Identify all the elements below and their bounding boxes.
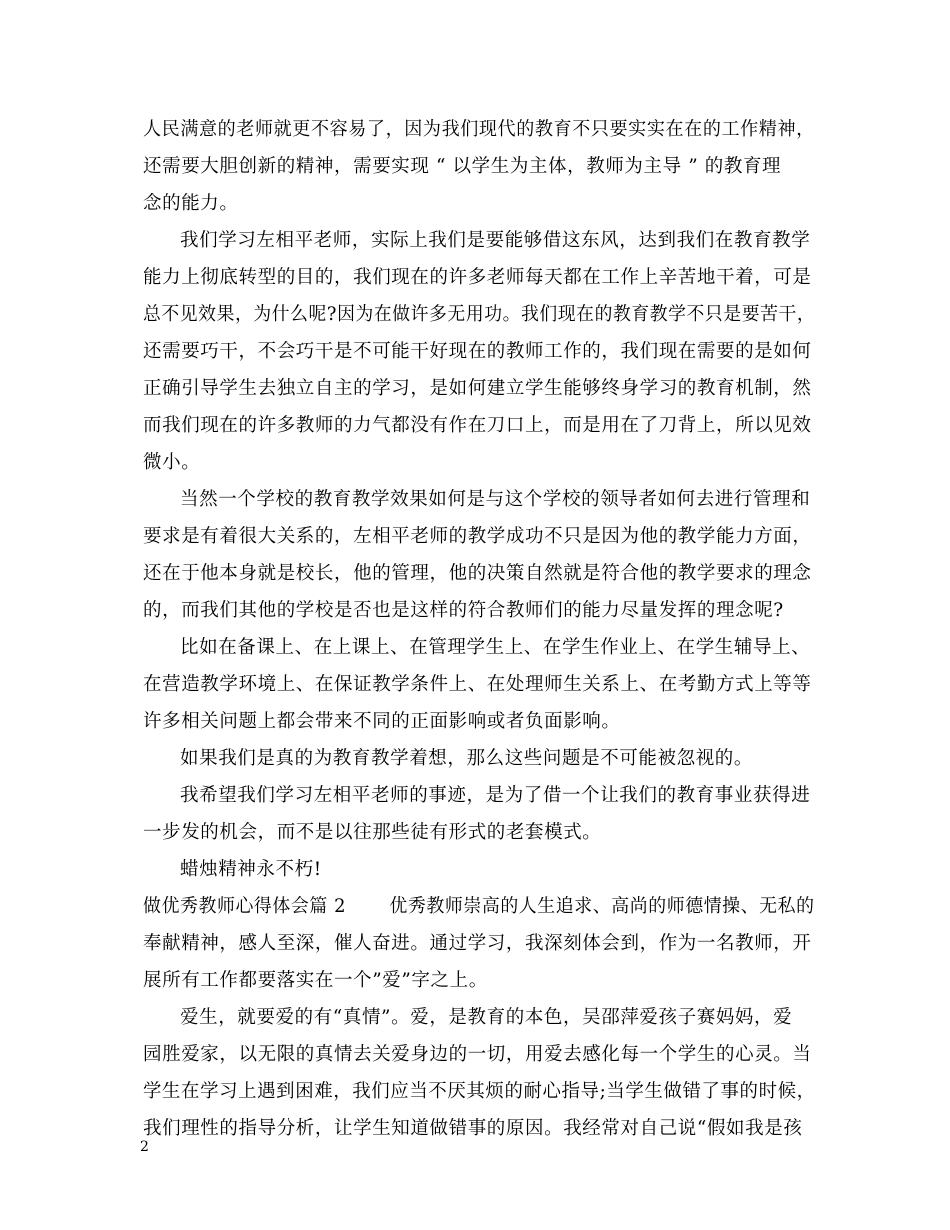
text-line: 我们理性的指导分析，让学生知道做错事的原因。我经常对自己说“假如我是孩 [143, 1118, 803, 1139]
text-line: 总不见效果，为什么呢?因为在做许多无用功。我们现在的教育教学不只是要苦干， [143, 304, 816, 325]
text-line: 念的能力。 [143, 193, 239, 214]
text-line: 还需要大胆创新的精神，需要实现 “ 以学生为主体，教师为主导 ” 的教育理 [143, 156, 782, 177]
section-heading-line: 做优秀教师心得体会篇 2 优秀教师崇高的人生追求、高尚的师德情操、无私的 [143, 896, 815, 917]
text-line: 在营造教学环境上、在保证教学条件上、在处理师生关系上、在考勤方式上等等 [143, 674, 812, 695]
text-line: 人民满意的老师就更不容易了，因为我们现代的教育不只要实实在在的工作精神， [143, 119, 815, 140]
text-line: 园胜爱家，以无限的真情去关爱身边的一切，用爱去感化每一个学生的心灵。当 [143, 1044, 812, 1065]
text-line: 当然一个学校的教育教学效果如何是与这个学校的领导者如何去进行管理和 [180, 489, 811, 510]
text-line: 蜡烛精神永不朽! [180, 859, 322, 880]
text-line: 比如在备课上、在上课上、在管理学生上、在学生作业上、在学生辅导上、 [180, 637, 811, 658]
text-line: 许多相关问题上都会带来不同的正面影响或者负面影响。 [143, 711, 621, 732]
text-line: 展所有工作都要落实在一个”爱”字之上。 [143, 970, 488, 991]
text-line: 的，而我们其他的学校是否也是这样的符合教师们的能力尽量发挥的理念呢? [143, 600, 784, 621]
text-line: 要求是有着很大关系的，左相平老师的教学成功不只是因为他的教学能力方面， [143, 526, 812, 547]
text-line: 一步发的机会，而不是以往那些徒有形式的老套模式。 [143, 822, 602, 843]
text-line: 正确引导学生去独立自主的学习，是如何建立学生能够终身学习的教育机制，然 [143, 378, 812, 399]
page-number: 2 [140, 1139, 149, 1155]
text-line: 奉献精神，感人至深，催人奋进。通过学习，我深刻体会到，作为一名教师，开 [143, 933, 812, 954]
text-line: 而我们现在的许多教师的力气都没有作在刀口上，而是用在了刀背上，所以见效 [143, 415, 812, 436]
text-line: 我们学习左相平老师，实际上我们是要能够借这东风，达到我们在教育教学 [180, 230, 811, 251]
text-line: 能力上彻底转型的目的，我们现在的许多老师每天都在工作上辛苦地干着，可是 [143, 267, 812, 288]
text-line: 我希望我们学习左相平老师的事迹，是为了借一个让我们的教育事业获得进 [180, 785, 811, 806]
text-line: 如果我们是真的为教育教学着想，那么这些问题是不可能被忽视的。 [180, 748, 754, 769]
text-line: 还在于他本身就是校长，他的管理，他的决策自然就是符合他的教学要求的理念 [143, 563, 812, 584]
text-line: 学生在学习上遇到困难，我们应当不厌其烦的耐心指导;当学生做错了事的时候， [143, 1081, 816, 1102]
text-line: 微小。 [143, 452, 201, 473]
text-line: 还需要巧干，不会巧干是不可能干好现在的教师工作的，我们现在需要的是如何 [143, 341, 812, 362]
text-line: 爱生，就要爱的有“真情”。爱，是教育的本色，吴邵萍爱孩子赛妈妈，爱 [180, 1007, 793, 1028]
